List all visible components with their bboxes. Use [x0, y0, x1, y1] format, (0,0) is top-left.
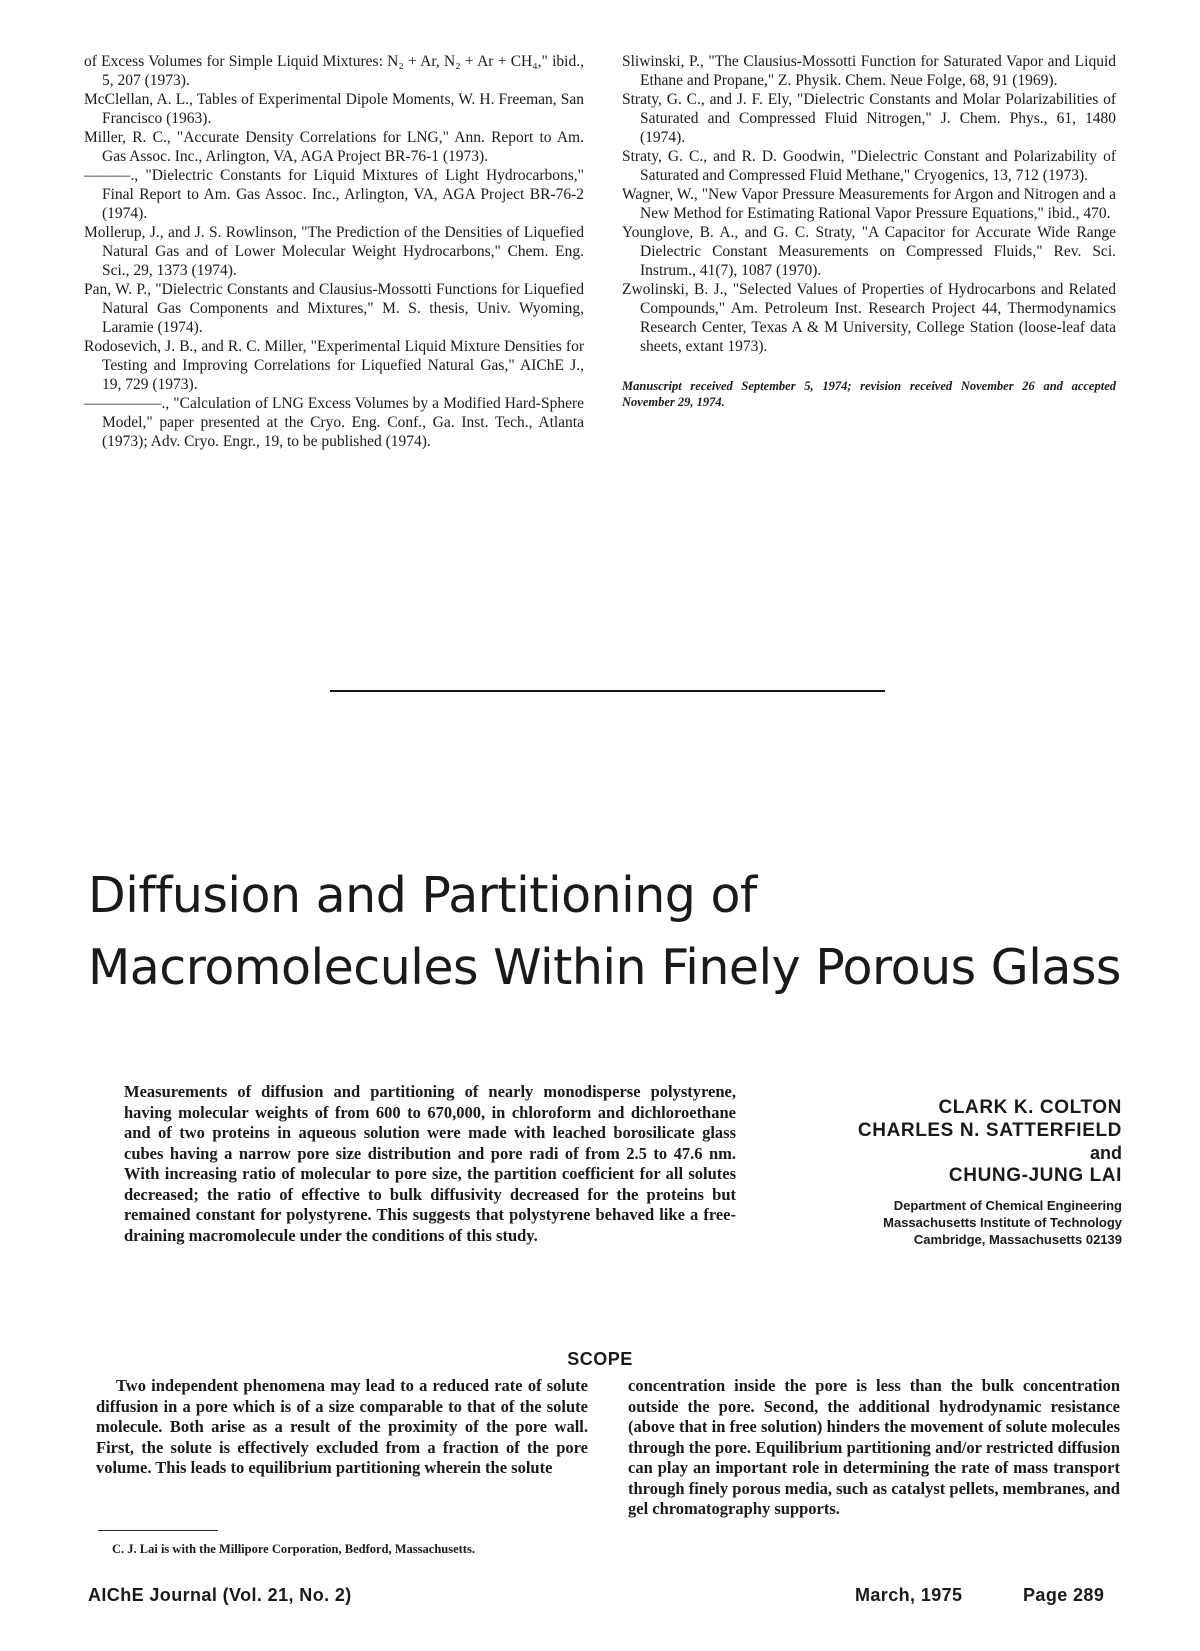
- footer-date: March, 1975: [855, 1585, 963, 1605]
- reference-entry: Straty, G. C., and J. F. Ely, "Dielectric Constants and Molar Polarizabilities of Saturated and Compressed Fluid Nitrogen," J. Chem. Phys., 61, 1480 (1974).: [622, 91, 1116, 146]
- reference-entry: Pan, W. P., "Dielectric Constants and Clausius-Mossotti Functions for Liquefied Natural Gas Components and Mixtures," M. S. thesis, Univ. Wyoming, Laramie (1974).: [84, 281, 584, 336]
- reference-entry: Straty, G. C., and R. D. Goodwin, "Dielectric Constant and Polarizability of Saturated and Compressed Fluid Methane," Cryogenics, 13, 712 (1973).: [622, 148, 1116, 184]
- manuscript-received-note: Manuscript received September 5, 1974; revision received November 26 and accepted November 29, 1974.: [622, 379, 1116, 409]
- affiliation-line: Massachusetts Institute of Technology: [883, 1215, 1122, 1230]
- affiliation-line: Cambridge, Massachusetts 02139: [913, 1232, 1122, 1247]
- abstract: Measurements of diffusion and partitioning of nearly monodisperse polystyrene, having molecular weights of from 600 to 670,000, in chloroform and dichloroethane and of two proteins in aqueous solution were made with leached borosilicate glass cubes having a narrow pore size distribution and pore radi of from 2.5 to 47.6 nm. With increasing ratio of molecular to pore size, the partition coefficient for all solutes decreased; the ratio of effective to bulk diffusivity decreased for the proteins but remained constant for polystyrene. This suggests that polystyrene behaved like a free-draining macromolecule under the conditions of this study.: [124, 1082, 736, 1245]
- reference-entry: of Excess Volumes for Simple Liquid Mixtures: N₂ + Ar, N₂ + Ar + CH₄," ibid., 5, 207 (1973).: [84, 53, 584, 89]
- references-right-column: [622, 52, 1116, 410]
- footer-journal: AIChE Journal (Vol. 21, No. 2): [88, 1585, 352, 1605]
- footer-page-number: Page 289: [1023, 1585, 1105, 1605]
- reference-entry: Zwolinski, B. J., "Selected Values of Properties of Hydrocarbons and Related Compounds," Am. Petroleum Inst. Research Project 44, Thermodynamics Research Center, Texas A & M University, College Station (loose-leaf data sheets, extant 1973).: [622, 281, 1116, 355]
- scope-text-right: concentration inside the pore is less than the bulk concentration outside the pore. Second, the additional hydrodynamic resistance (above that in free solution) hinders the movement of solute molecules through the pore. Equilibrium partitioning and/or restricted diffusion can play an important role in determining the rate of mass transport through finely porous media, such as catalyst pellets, membranes, and gel chromatography supports.: [628, 1376, 1120, 1518]
- author-name: CHARLES N. SATTERFIELD: [857, 1120, 1122, 1141]
- reference-entry: Rodosevich, J. B., and R. C. Miller, "Experimental Liquid Mixture Densities for Testing and Improving Correlations for Liquefied Natural Gas," AIChE J., 19, 729 (1973).: [84, 338, 584, 393]
- affiliation: [742, 1197, 1122, 1248]
- reference-entry: Mollerup, J., and J. S. Rowlinson, "The Prediction of the Densities of Liquefied Natural Gas and of Lower Molecular Weight Hydrocarbons," Chem. Eng. Sci., 29, 1373 (1974).: [84, 224, 584, 279]
- reference-entry: Sliwinski, P., "The Clausius-Mossotti Function for Saturated Vapor and Liquid Ethane and Propane," Z. Physik. Chem. Neue Folge, 68, 91 (1969).: [622, 53, 1116, 89]
- reference-entry: —————., "Calculation of LNG Excess Volumes by a Modified Hard-Sphere Model," paper presented at the Cryo. Eng. Conf., Ga. Inst. Tech., Atlanta (1973); Adv. Cryo. Engr., 19, to be published (1974).: [84, 395, 584, 450]
- reference-entry: McClellan, A. L., Tables of Experimental Dipole Moments, W. H. Freeman, San Francisco (1963).: [84, 91, 584, 127]
- reference-entry: Wagner, W., "New Vapor Pressure Measurements for Argon and Nitrogen and a New Method for Estimating Rational Vapor Pressure Equations," ibid., 470.: [622, 186, 1116, 222]
- references-left-column: [84, 52, 584, 451]
- author-conjunction: and: [1089, 1143, 1122, 1163]
- author-name: CLARK K. COLTON: [938, 1097, 1122, 1118]
- scope-text-left: Two independent phenomena may lead to a reduced rate of solute diffusion in a pore which is of a size comparable to that of the solute molecule. Both arise as a result of the proximity of the pore wall. First, the solute is effectively excluded from a fraction of the pore volume. This leads to equilibrium partitioning wherein the solute: [96, 1376, 588, 1477]
- affiliation-line: Department of Chemical Engineering: [893, 1198, 1122, 1213]
- reference-entry: Miller, R. C., "Accurate Density Correlations for LNG," Ann. Report to Am. Gas Assoc. Inc., Arlington, VA, AGA Project BR-76-1 (1973).: [84, 129, 584, 165]
- author-name: CHUNG-JUNG LAI: [948, 1165, 1122, 1186]
- footnote: C. J. Lai is with the Millipore Corporation, Bedford, Massachusetts.: [112, 1542, 475, 1556]
- author-block: [742, 1096, 1122, 1248]
- reference-entry: Younglove, B. A., and G. C. Straty, "A Capacitor for Accurate Wide Range Dielectric Constant Measurements on Compressed Fluids," Rev. Sci. Instrum., 41(7), 1087 (1970).: [622, 224, 1116, 279]
- scope-heading: SCOPE: [567, 1349, 633, 1369]
- footnote-rule: [98, 1530, 218, 1531]
- reference-entry: ———., "Dielectric Constants for Liquid Mixtures of Light Hydrocarbons," Final Report to Am. Gas Assoc. Inc., Arlington, VA, AGA Project BR-76-2 (1974).: [84, 167, 584, 222]
- section-divider: [330, 690, 885, 692]
- article-title: Diffusion and Partitioning of Macromolecules Within Finely Porous Glass: [88, 867, 1121, 996]
